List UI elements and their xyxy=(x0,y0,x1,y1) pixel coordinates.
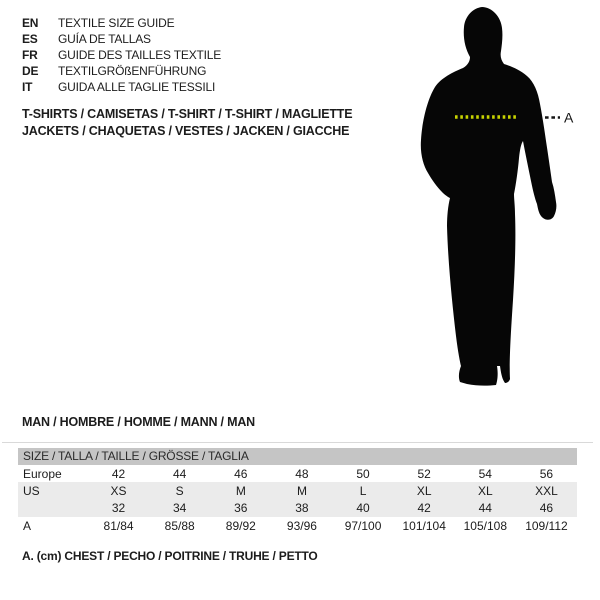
size-cell: 54 xyxy=(478,466,492,481)
category-line-tshirts: T-SHIRTS / CAMISETAS / T-SHIRT / T-SHIRT / MAGLIETTE xyxy=(22,107,353,121)
chest-note: A. (cm) CHEST / PECHO / POITRINE / TRUHE / PETTO xyxy=(22,549,318,563)
size-cell: 42 xyxy=(417,501,431,516)
language-label: TEXTILE SIZE GUIDE xyxy=(58,15,175,30)
category-line-jackets: JACKETS / CHAQUETAS / VESTES / JACKEN / GIACCHE xyxy=(22,124,350,138)
language-row-es xyxy=(22,31,221,47)
size-cell: 42 xyxy=(111,466,126,481)
language-label: GUÍA DE TALLAS xyxy=(58,31,151,46)
size-cell: XL xyxy=(477,483,493,498)
man-silhouette-shape xyxy=(421,7,557,386)
gender-title: MAN / HOMBRE / HOMME / MANN / MAN xyxy=(22,415,255,429)
man-silhouette xyxy=(415,0,580,400)
size-cell: 34 xyxy=(173,501,187,516)
table-row-europe xyxy=(18,465,577,482)
size-cell: 48 xyxy=(295,466,309,481)
language-label: TEXTILGRÖßENFÜHRUNG xyxy=(58,63,207,78)
size-cell: 46 xyxy=(539,501,554,516)
size-cell: M xyxy=(235,483,246,498)
language-code: FR xyxy=(22,47,38,62)
language-code: IT xyxy=(22,79,33,94)
language-code: DE xyxy=(22,63,39,78)
size-cell: 89/92 xyxy=(225,518,256,533)
size-cell: 46 xyxy=(234,466,248,481)
size-cell: 101/104 xyxy=(402,518,446,533)
size-cell: 32 xyxy=(111,501,126,516)
row-label: US xyxy=(23,483,40,498)
row-label: Europe xyxy=(23,466,62,481)
size-table xyxy=(18,448,577,534)
size-cell: S xyxy=(175,483,184,498)
size-cell: L xyxy=(359,483,367,498)
size-cell: 105/108 xyxy=(463,518,507,533)
size-cell: 38 xyxy=(295,501,309,516)
size-cell: 44 xyxy=(173,466,187,481)
language-code: EN xyxy=(22,15,39,30)
language-code: ES xyxy=(22,31,38,46)
size-cell: 40 xyxy=(356,501,370,516)
language-row-de xyxy=(22,63,221,79)
size-cell: 52 xyxy=(417,466,431,481)
size-cell: 85/88 xyxy=(164,518,195,533)
table-divider xyxy=(2,442,593,443)
language-row-fr xyxy=(22,47,221,63)
table-row-numeric xyxy=(18,500,577,517)
size-cell: M xyxy=(296,483,307,498)
size-table-header: SIZE / TALLA / TAILLE / GRÖSSE / TAGLIA xyxy=(18,448,577,465)
language-list xyxy=(22,15,221,94)
size-cell: 93/96 xyxy=(286,518,317,533)
table-row-us xyxy=(18,482,577,499)
size-cell: XS xyxy=(110,483,127,498)
size-cell: 97/100 xyxy=(344,518,382,533)
size-cell: 81/84 xyxy=(103,518,134,533)
language-label: GUIDA ALLE TAGLIE TESSILI xyxy=(58,79,216,94)
measure-label-a: A xyxy=(564,109,574,126)
language-label: GUIDE DES TAILLES TEXTILE xyxy=(58,47,222,62)
row-label: A xyxy=(23,518,32,533)
size-cell: 44 xyxy=(478,501,492,516)
size-cell: XXL xyxy=(535,483,558,498)
language-row-it xyxy=(22,79,221,95)
size-cell: 36 xyxy=(234,501,248,516)
size-cell: 50 xyxy=(356,466,370,481)
size-cell: 109/112 xyxy=(525,518,568,533)
table-row-chest-cm xyxy=(18,517,577,534)
size-cell: XL xyxy=(416,483,432,498)
size-cell: 56 xyxy=(539,466,554,481)
garment-categories xyxy=(22,106,352,140)
language-row-en xyxy=(22,15,221,31)
